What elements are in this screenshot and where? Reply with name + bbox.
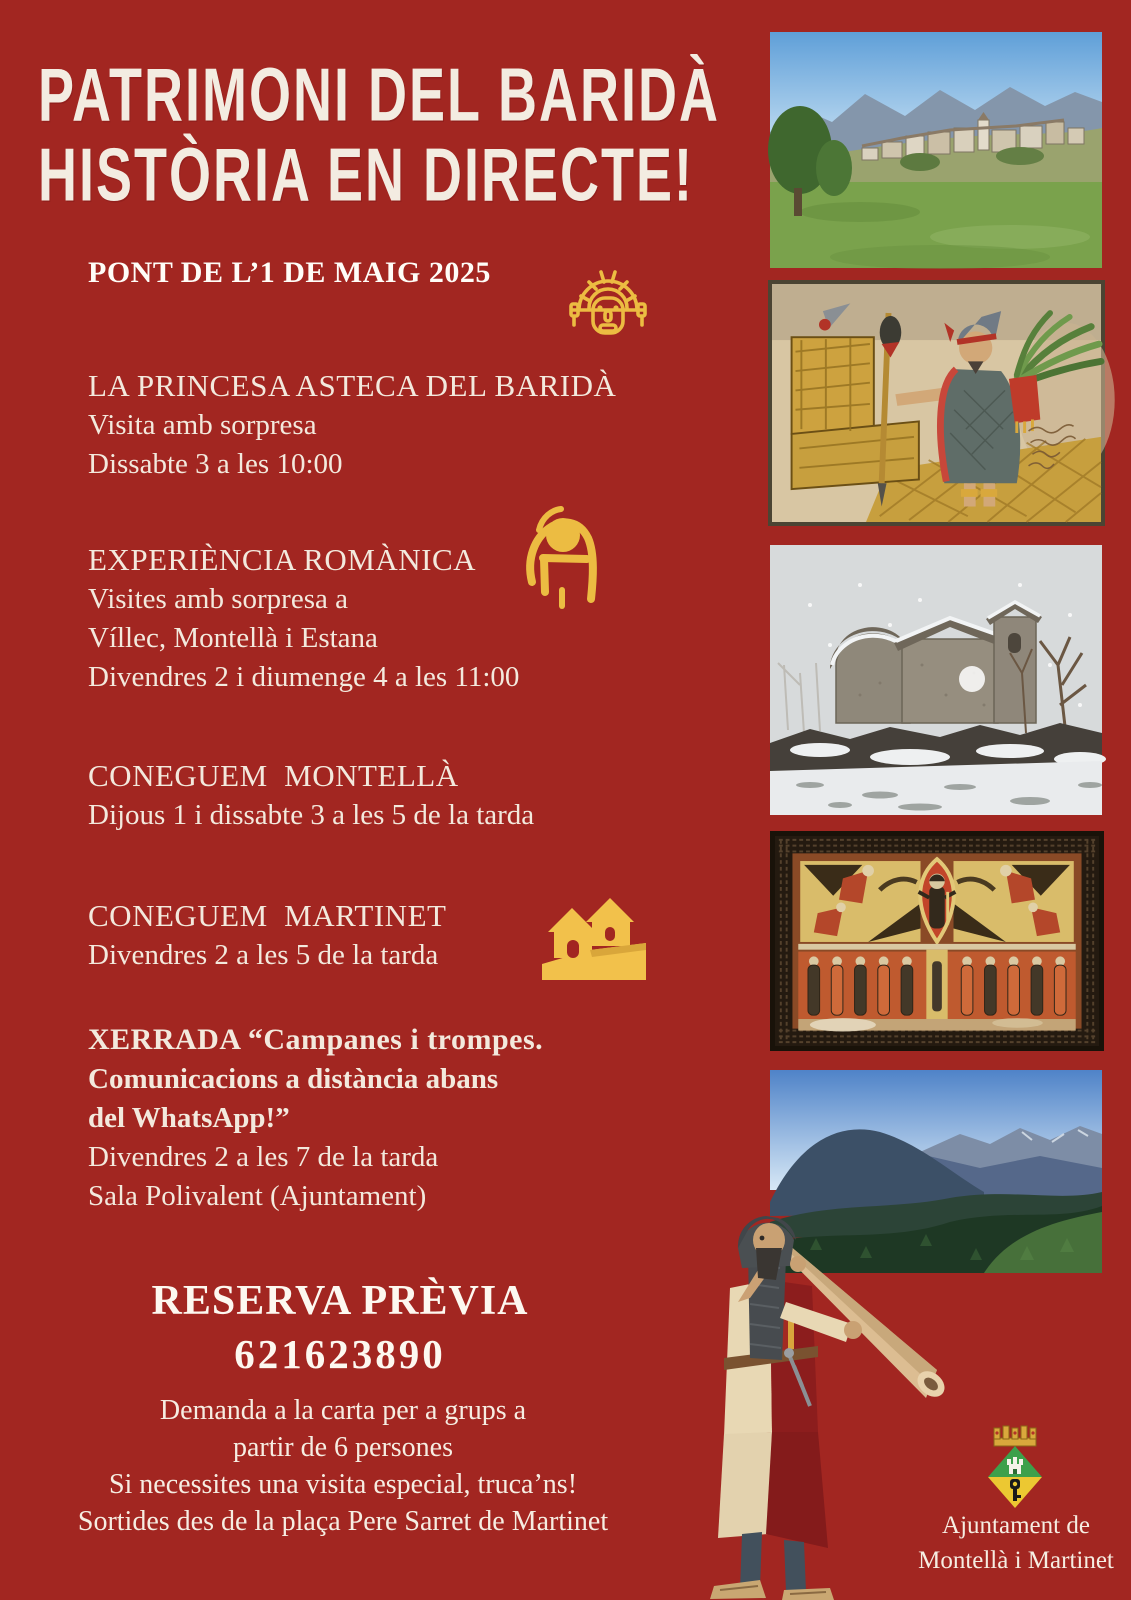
event-line: Víllec, Montellà i Estana: [88, 622, 378, 654]
note-line: Demanda a la carta per a grups a: [159, 1395, 527, 1426]
organizer-block: [880, 1508, 1131, 1578]
booking-block: [40, 1274, 640, 1380]
event-coneguem-martinet: [88, 896, 446, 975]
event-line: Divendres 2 i diumenge 4 a les 11:00: [88, 661, 520, 693]
event-line: Visita amb sorpresa: [88, 409, 317, 441]
event-line: Dijous 1 i dissabte 3 a les 5 de la tarda: [88, 799, 535, 831]
event-coneguem-montella: [88, 756, 534, 835]
event-princesa-asteca: [88, 366, 616, 484]
event-xerrada: [88, 1020, 543, 1216]
event-line: Sala Polivalent (Ajuntament): [88, 1180, 427, 1212]
organizer-line2: Montellà i Martinet: [918, 1547, 1114, 1574]
romanesque-figure-icon: [512, 502, 608, 608]
booking-phone: 621623890: [234, 1331, 446, 1377]
photo-altar-frontal: [770, 831, 1104, 1051]
poster-title-line2: HISTÒRIA EN DIRECTE!: [38, 133, 695, 218]
event-title: XERRADA “Campanes i trompes.: [88, 1023, 544, 1056]
village-houses-icon: [538, 890, 652, 988]
event-line: Visites amb sorpresa a: [88, 583, 348, 615]
event-line: Comunicacions a distància abans: [88, 1063, 499, 1095]
event-line: Divendres 2 a les 7 de la tarda: [88, 1141, 439, 1173]
event-experiencia-romanica: [88, 540, 519, 697]
event-title: LA PRINCESA ASTECA DEL BARIDÀ: [88, 368, 617, 403]
event-line: Dissabte 3 a les 10:00: [88, 448, 343, 480]
footer-notes: [18, 1392, 668, 1540]
poster-title-line1: PATRIMONI DEL BARIDÀ: [38, 53, 720, 138]
photo-snowy-church: [770, 545, 1102, 815]
note-line: partir de 6 persones: [232, 1432, 454, 1463]
aztec-mask-icon: [570, 258, 646, 342]
event-date-heading: PONT DE L’1 DE MAIG 2025: [88, 256, 491, 289]
event-line: del WhatsApp!”: [88, 1102, 290, 1134]
event-title: EXPERIÈNCIA ROMÀNICA: [88, 542, 477, 577]
booking-heading: RESERVA PRÈVIA: [151, 1278, 529, 1324]
montella-martinet-coat-of-arms: [986, 1424, 1044, 1508]
photo-village-landscape: [770, 32, 1102, 268]
photo-aztec-codex: [768, 280, 1105, 526]
note-line: Sortides des de la plaça Pere Sarret de Martinet: [77, 1506, 609, 1537]
note-line: Si necessites una visita especial, truca’ns!: [108, 1469, 578, 1500]
event-line: Divendres 2 a les 5 de la tarda: [88, 939, 439, 971]
event-title: CONEGUEM MONTELLÀ: [88, 758, 459, 793]
organizer-line1: Ajuntament de: [942, 1512, 1090, 1539]
event-title: CONEGUEM MARTINET: [88, 898, 447, 933]
